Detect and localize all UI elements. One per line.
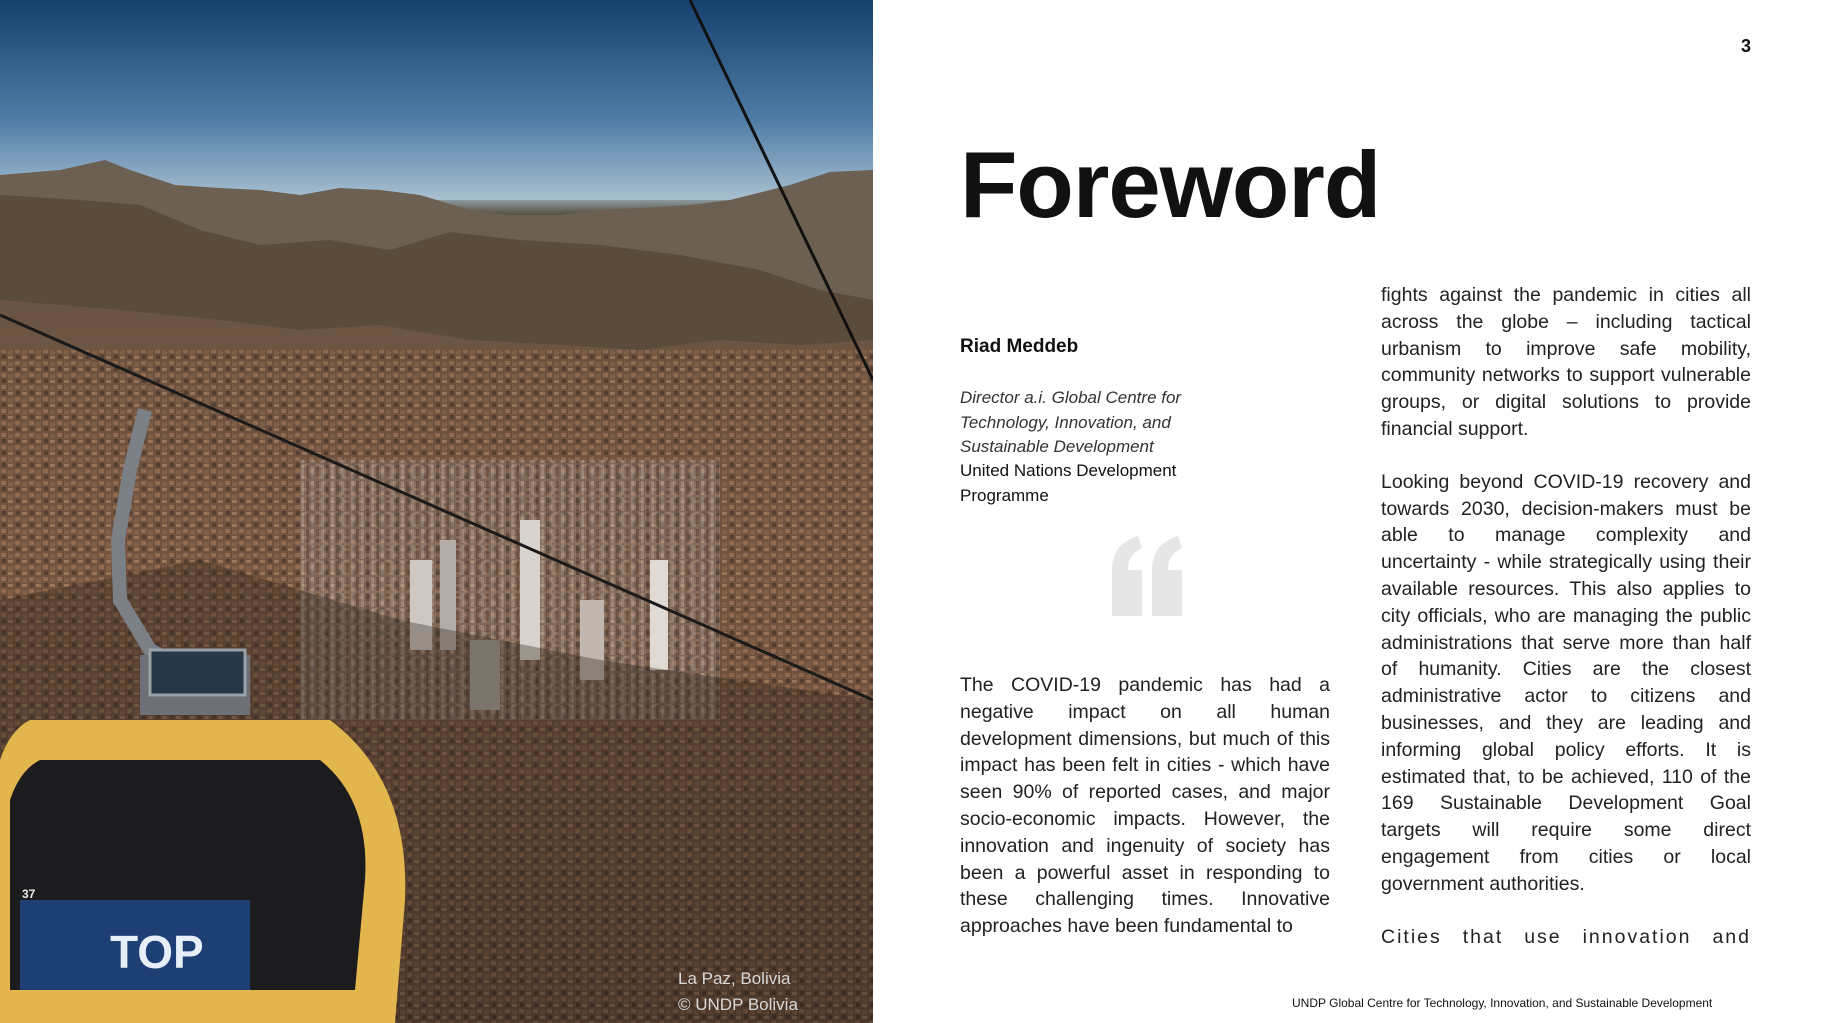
- author-organization: United Nations Development Programme: [960, 461, 1177, 505]
- cabin-number: 37: [22, 887, 36, 901]
- page-number: 3: [1741, 36, 1752, 56]
- photo-caption: [678, 966, 798, 1018]
- foreword-paragraph-1-continued: fights against the pandemic in cities all across the globe – including tactical urbanism to improve safe mobility, community networks to support vulnerable groups, or digital solutions to provide financial support.: [1381, 284, 1751, 440]
- page-footer: UNDP Global Centre for Technology, Innovation, and Sustainable Development: [1292, 996, 1713, 1010]
- cabin-logo: TOP: [110, 926, 204, 978]
- la-paz-cable-car-illustration: [0, 0, 873, 1023]
- foreword-paragraph-3: Cities that use innovation and: [1381, 925, 1751, 948]
- page-title: Foreword: [960, 132, 1381, 237]
- foreword-paragraph-1: The COVID-19 pandemic has had a negative impact on all human development dimensions, but much of this impact has been felt in cities - which have seen 90% of reported cases, and major socio-economic impacts. However, the innovation and ingenuity of society has been a powerful asset in responding to these challenging times. Innovative approaches have been fundamental to: [960, 674, 1330, 938]
- photo-caption-credit: © UNDP Bolivia: [678, 995, 798, 1014]
- cover-photo: [0, 0, 873, 1023]
- author-name: Riad Meddeb: [960, 336, 1079, 357]
- body-column-left: [960, 672, 1330, 940]
- foreword-paragraph-2: Looking beyond COVID-19 recovery and towards 2030, decision-makers must be able to manage complexity and uncertainty - while strategically using their available resources. This also applies to city officials, who are managing the public administrations that serve more than half of humanity. Cities are the closest administrative actor to citizens and businesses, and they are leading and informing global policy efforts. It is estimated that, to be achieved, 110 of the 169 Sustainable Development Goal targets will require some direct engagement from cities or local government authorities.: [1381, 470, 1751, 895]
- body-column-right: [1381, 282, 1751, 950]
- photo-caption-location: La Paz, Bolivia: [678, 969, 791, 988]
- quotation-mark-icon: [1104, 536, 1190, 616]
- author-role: Director a.i. Global Centre for Technology, Innovation, and Sustainable Development: [960, 388, 1182, 456]
